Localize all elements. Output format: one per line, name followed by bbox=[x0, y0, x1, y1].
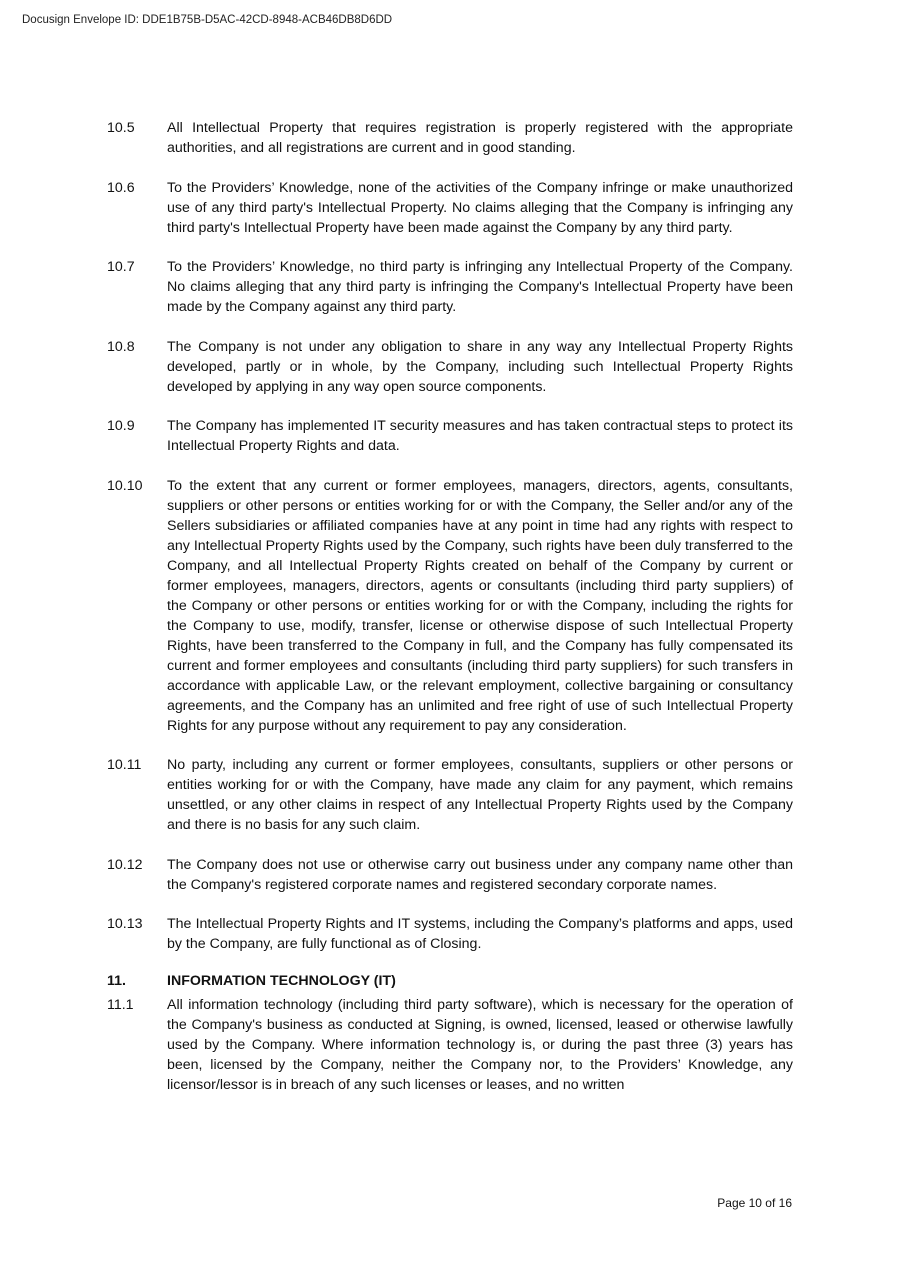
clause-text: The Company is not under any obligation to share in any way any Intellectual Property Rights developed, partly or in whole, by the Company, including such Intellectual Property Rights developed by applying in any way open source components. bbox=[167, 338, 793, 395]
clause-text: The Company has implemented IT security measures and has taken contractual steps to protect its Intellectual Property Rights and data. bbox=[167, 418, 793, 454]
clause-number: 10.8 bbox=[107, 338, 135, 355]
clause-text: The Company does not use or otherwise carry out business under any company name other than the Company's registered corporate names and registered secondary corporate names. bbox=[167, 856, 793, 893]
clause-number: 10.9 bbox=[107, 418, 135, 434]
section-title: INFORMATION TECHNOLOGY (IT) bbox=[167, 973, 396, 989]
clause-number: 10.13 bbox=[107, 916, 143, 932]
envelope-id: Docusign Envelope ID: DDE1B75B-D5AC-42CD-8948-ACB46DB8D6DD bbox=[22, 14, 393, 26]
clause-10-13 bbox=[107, 914, 793, 954]
clause-11-1 bbox=[107, 995, 793, 1095]
clause-number: 10.10 bbox=[107, 477, 143, 494]
clause-number: 10.6 bbox=[107, 179, 135, 196]
clause-text: No party, including any current or former employees, consultants, suppliers or other persons or entities working for or with the Company, have made any claim for any payment, which remains unsettled, or any other claims in respect of any Intellectual Property Rights used by the Company and there is no basis for any such claim. bbox=[167, 757, 793, 833]
clause-10-10 bbox=[107, 476, 793, 736]
clause-10-5 bbox=[107, 118, 793, 158]
clause-text: To the Providers’ Knowledge, none of the activities of the Company infringe or make unauthorized use of any third party's Intellectual Property. No claims alleging that the Company is infringing any third party's Intellectual Property have been made against the Company by any third party. bbox=[167, 179, 793, 236]
section-heading-11 bbox=[107, 971, 793, 991]
clause-number: 10.5 bbox=[107, 120, 135, 136]
clause-10-8 bbox=[107, 337, 793, 397]
clause-10-7 bbox=[107, 257, 793, 317]
section-number: 11. bbox=[107, 973, 126, 989]
page-number: Page 10 of 16 bbox=[717, 1196, 792, 1210]
clause-10-9 bbox=[107, 416, 793, 456]
document-body bbox=[107, 118, 793, 1115]
clause-number: 10.7 bbox=[107, 259, 135, 275]
clause-number: 10.11 bbox=[107, 757, 142, 773]
clause-10-6 bbox=[107, 178, 793, 238]
clause-number: 11.1 bbox=[107, 997, 134, 1013]
clause-text: All Intellectual Property that requires registration is properly registered with the appropriate authorities, and all registrations are current and in good standing. bbox=[167, 120, 793, 156]
clause-10-12 bbox=[107, 855, 793, 895]
clause-10-11 bbox=[107, 755, 793, 835]
clause-number: 10.12 bbox=[107, 856, 143, 873]
clause-text: To the extent that any current or former employees, managers, directors, agents, consultants, suppliers or other persons or entities working for or with the Company, the Seller and/or any of the Sellers subsidiaries or affiliated companies have at any point in time had any rights with respect to any Intellectual Property Rights used by the Company, such rights have been duly transferred to the Company, and all Intellectual Property Rights created on behalf of the Company by current or former employees, managers, directors, agents or consultants (including third party suppliers) of the Company or other persons or entities working for or with the Company, including the rights for the Company to use, modify, transfer, license or otherwise dispose of such Intellectual Property Rights, have been transferred to the Company in full, and the Company has fully compensated its current and former employees and consultants (including third party suppliers) for such transfers in accordance with applicable Law, or the relevant employment, collective bargaining or consultancy agreements, and the Company has an unlimited and free right of use of such Intellectual Property Rights for any purpose without any requirement to pay any consideration. bbox=[167, 477, 793, 734]
clause-text: The Intellectual Property Rights and IT systems, including the Company’s platforms and apps, used by the Company, are fully functional as of Closing. bbox=[167, 916, 793, 952]
clause-text: To the Providers’ Knowledge, no third party is infringing any Intellectual Property of the Company. No claims alleging that any third party is infringing the Company's Intellectual Property have been made by the Company against any third party. bbox=[167, 259, 793, 315]
clause-text: All information technology (including third party software), which is necessary for the operation of the Company's business as conducted at Signing, is owned, licensed, leased or otherwise lawfully used by the Company. Where information technology is, or during the past three (3) years has been, licensed by the Company, neither the Company nor, to the Providers’ Knowledge, any licensor/lessor is in breach of any such licenses or leases, and no written bbox=[167, 997, 793, 1093]
